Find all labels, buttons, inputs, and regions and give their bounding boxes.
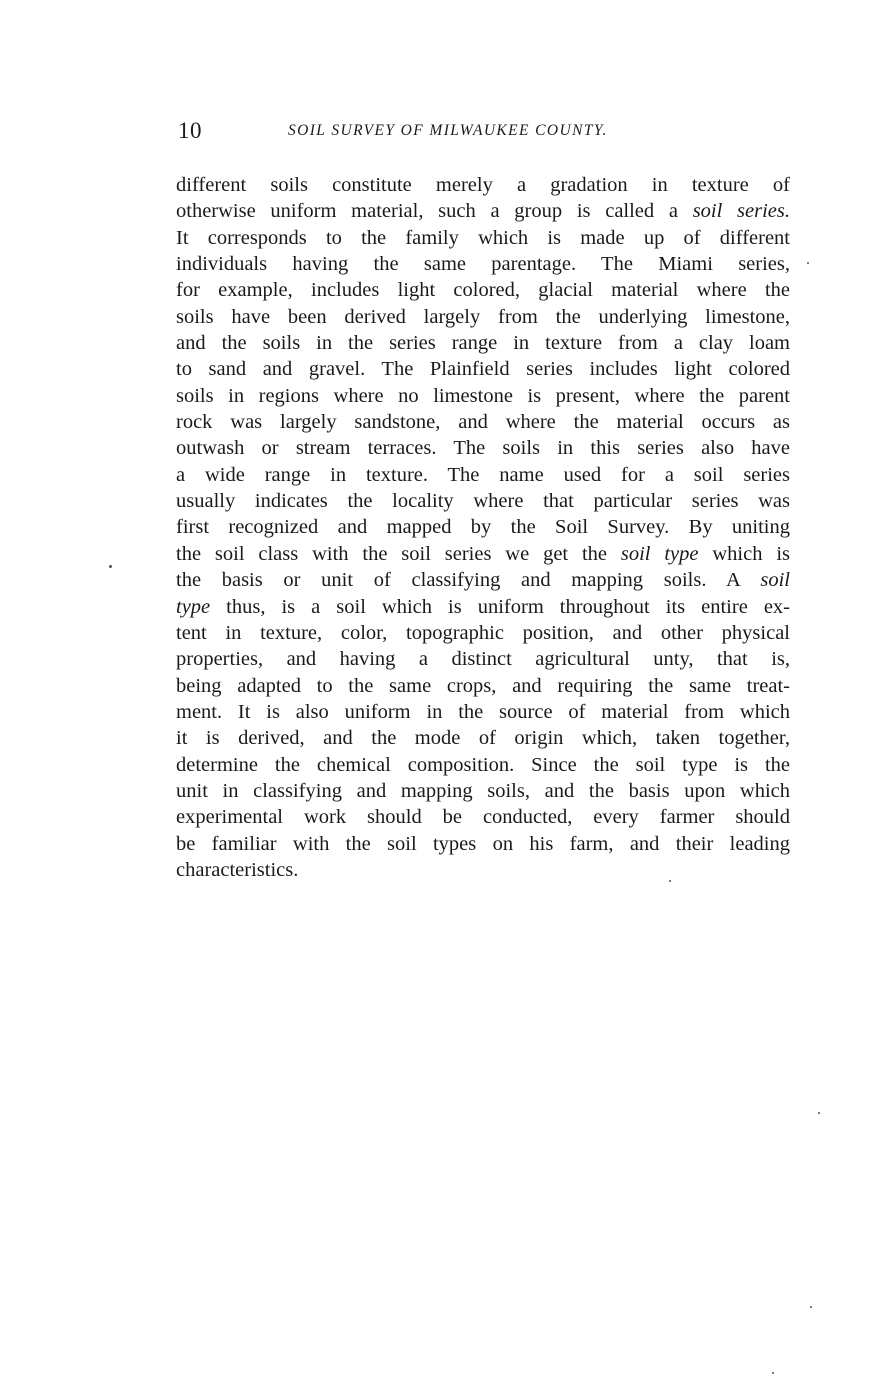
text-segment: a wide range in texture. The name used for a soil series	[176, 463, 790, 486]
text-segment: which is	[698, 542, 790, 565]
text-segment: usually indicates the locality where that particular series was	[176, 490, 790, 513]
text-line	[176, 778, 790, 804]
text-segment: be familiar with the soil types on his farm, and their leading	[176, 832, 790, 855]
text-segment: otherwise uniform material, such a group is called a	[176, 200, 693, 223]
text-segment: tent in texture, color, topographic position, and other physical	[176, 621, 790, 644]
text-segment: different soils constitute merely a gradation in texture of	[176, 174, 790, 196]
text-segment: it is derived, and the mode of origin which, taken together,	[176, 727, 790, 750]
text-line	[176, 488, 790, 514]
text-line	[176, 462, 790, 488]
text-line	[176, 857, 790, 883]
text-line	[176, 594, 790, 620]
text-segment: experimental work should be conducted, every farmer should	[176, 806, 790, 829]
page-number: 10	[178, 118, 202, 143]
scan-speck	[109, 565, 112, 568]
scan-speck	[669, 880, 671, 882]
text-line	[176, 435, 790, 461]
text-segment: It corresponds to the family which is made up of different	[176, 226, 790, 249]
scan-speck	[818, 1112, 820, 1114]
text-segment: soils have been derived largely from the underlying limestone,	[176, 305, 790, 328]
text-segment: rock was largely sandstone, and where the material occurs as	[176, 411, 790, 434]
text-segment: and the soils in the series range in texture from a clay loam	[176, 332, 790, 355]
text-line	[176, 409, 790, 435]
text-line	[176, 567, 790, 593]
page-header	[178, 118, 790, 148]
text-segment: properties, and having a distinct agricultural unty, that is,	[176, 648, 790, 671]
text-segment: to sand and gravel. The Plainfield series includes light colored	[176, 358, 790, 381]
italic-term: soil type	[620, 542, 699, 565]
text-line	[176, 673, 790, 699]
text-line	[176, 725, 790, 751]
text-line	[176, 541, 790, 567]
text-line	[176, 804, 790, 830]
text-line	[176, 304, 790, 330]
text-line	[176, 383, 790, 409]
scan-speck	[772, 1372, 774, 1374]
text-segment: individuals having the same parentage. The Miami series,	[176, 253, 790, 276]
text-line	[176, 646, 790, 672]
running-head: SOIL SURVEY OF MILWAUKEE COUNTY.	[288, 122, 608, 139]
text-segment: ment. It is also uniform in the source of material from which	[176, 700, 790, 723]
body-paragraph	[176, 172, 790, 883]
text-segment: first recognized and mapped by the Soil Survey. By uniting	[176, 516, 790, 539]
italic-term: soil	[760, 569, 790, 592]
text-line	[176, 356, 790, 382]
text-segment: soils in regions where no limestone is present, where the parent	[176, 384, 790, 407]
text-segment: characteristics.	[176, 858, 299, 881]
text-line	[176, 225, 790, 251]
scan-speck	[807, 262, 809, 264]
text-segment: determine the chemical composition. Since the soil type is the	[176, 753, 790, 776]
scan-speck	[810, 1306, 812, 1308]
text-line	[176, 198, 790, 224]
text-line	[176, 831, 790, 857]
text-line	[176, 752, 790, 778]
text-line	[176, 172, 790, 198]
text-segment: the soil class with the soil series we get the	[176, 542, 621, 565]
text-segment: unit in classifying and mapping soils, and the basis upon which	[176, 779, 790, 802]
text-line	[176, 330, 790, 356]
text-segment: outwash or stream terraces. The soils in this series also have	[176, 437, 790, 460]
text-segment: being adapted to the same crops, and requiring the same treat-	[176, 674, 790, 697]
text-segment: for example, includes light colored, glacial material where the	[176, 279, 790, 302]
text-line	[176, 277, 790, 303]
text-line	[176, 514, 790, 540]
text-line	[176, 251, 790, 277]
text-segment: thus, is a soil which is uniform throughout its entire ex-	[210, 595, 790, 618]
text-line	[176, 699, 790, 725]
text-segment: the basis or unit of classifying and mapping soils. A	[176, 569, 761, 592]
italic-term: soil series.	[692, 200, 790, 223]
italic-term: type	[176, 595, 211, 618]
text-line	[176, 620, 790, 646]
